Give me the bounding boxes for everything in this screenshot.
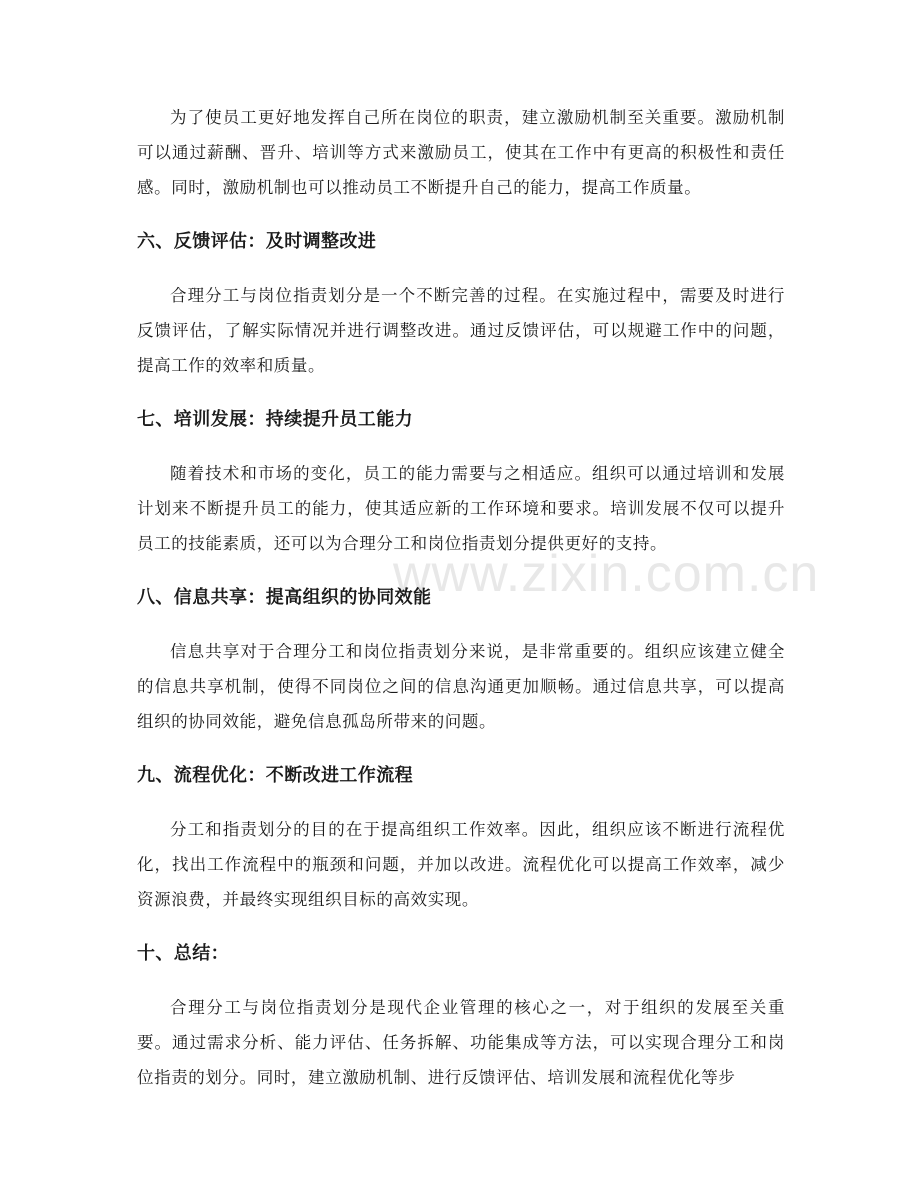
paragraph-incentive: 为了使员工更好地发挥自己所在岗位的职责，建立激励机制至关重要。激励机制可以通过薪酬、晋升、培训等方式来激励员工，使其在工作中有更高的积极性和责任感。同时，激励机制也可以推动员工不断提升自己的能力，提高工作质量。 <box>137 108 785 197</box>
paragraph-training: 随着技术和市场的变化，员工的能力需要与之相适应。组织可以通过培训和发展计划来不断提升员工的能力，使其适应新的工作环境和要求。培训发展不仅可以提升员工的技能素质，还可以为合理分工和岗位指责划分提供更好的支持。 <box>137 464 785 553</box>
section-heading-6: 六、反馈评估：及时调整改进 <box>137 231 377 252</box>
paragraph-info-sharing: 信息共享对于合理分工和岗位指责划分来说，是非常重要的。组织应该建立健全的信息共享机制，使得不同岗位之间的信息沟通更加顺畅。通过信息共享，可以提高组织的协同效能，避免信息孤岛所带来的问题。 <box>137 642 785 731</box>
section-heading-10: 十、总结： <box>137 943 229 964</box>
section-heading-7: 七、培训发展：持续提升员工能力 <box>137 409 413 430</box>
paragraph-process: 分工和指责划分的目的在于提高组织工作效率。因此，组织应该不断进行流程优化，找出工作流程中的瓶颈和问题，并加以改进。流程优化可以提高工作效率，减少资源浪费，并最终实现组织目标的高效实现。 <box>137 820 785 909</box>
watermark: www.zixin.com.cn <box>393 545 820 603</box>
section-heading-9: 九、流程优化：不断改进工作流程 <box>137 765 413 786</box>
section-heading-8: 八、信息共享：提高组织的协同效能 <box>137 587 432 608</box>
paragraph-summary: 合理分工与岗位指责划分是现代企业管理的核心之一，对于组织的发展至关重要。通过需求分析、能力评估、任务拆解、功能集成等方法，可以实现合理分工和岗位指责的划分。同时，建立激励机制、进行反馈评估、培训发展和流程优化等步 <box>137 998 785 1087</box>
document-body <box>137 100 785 1095</box>
paragraph-feedback: 合理分工与岗位指责划分是一个不断完善的过程。在实施过程中，需要及时进行反馈评估，了解实际情况并进行调整改进。通过反馈评估，可以规避工作中的问题，提高工作的效率和质量。 <box>137 286 785 375</box>
